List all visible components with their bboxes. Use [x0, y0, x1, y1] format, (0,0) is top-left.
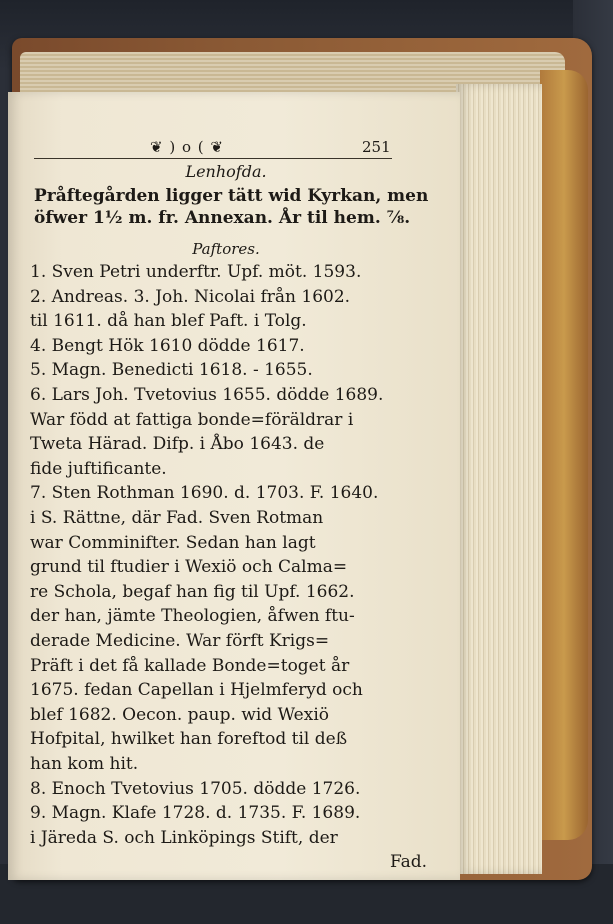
- entry-line: re Schola, begaf han fig til Upf. 1662.: [30, 581, 355, 602]
- entry-line: 7. Sten Rothman 1690. d. 1703. F. 1640.: [30, 483, 379, 504]
- entry-line: 8. Enoch Tvetovius 1705. dödde 1726.: [30, 778, 361, 799]
- entry-line: fide juftificante.: [30, 458, 167, 479]
- entry-line: Präft i det få kallade Bonde=toget år: [30, 655, 350, 676]
- header-ornament: ❦ ) o ( ❦: [150, 138, 224, 156]
- entry-line: War född at fattiga bonde=föräldrar i: [30, 409, 354, 430]
- entry-line: 1675. fedan Capellan i Hjelmferyd och: [30, 680, 363, 701]
- header-rule: [34, 158, 392, 159]
- entry-line: Hofpital, hwilket han foreftod til deß: [30, 729, 348, 750]
- entry-line: 9. Magn. Klafe 1728. d. 1735. F. 1689.: [30, 803, 361, 824]
- entry-line: 1. Sven Petri underftr. Upf. möt. 1593.: [30, 262, 362, 282]
- entry-line: 4. Bengt Hök 1610 dödde 1617.: [30, 335, 305, 356]
- entry-line: Tweta Härad. Difp. i Åbo 1643. de: [30, 434, 325, 455]
- entry-line: war Comminifter. Sedan han lagt: [30, 532, 316, 553]
- intro-line: öfwer 1½ m. fr. Annexan. År til hem. ⅞.: [34, 208, 411, 228]
- pastores-heading: Paftores.: [192, 240, 260, 258]
- page-number: 251: [362, 138, 391, 156]
- book-spine: [540, 70, 588, 840]
- entry-line: 5. Magn. Benedicti 1618. - 1655.: [30, 360, 313, 381]
- entry-line: blef 1682. Oecon. paup. wid Wexiö: [30, 704, 329, 725]
- entry-line: i S. Rättne, där Fad. Sven Rotman: [30, 508, 324, 528]
- entry-line: derade Medicine. War förft Krigs=: [30, 631, 330, 651]
- entry-line: 2. Andreas. 3. Joh. Nicolai från 1602.: [30, 286, 351, 307]
- intro-line: Pråftegården ligger tätt wid Kyrkan, men: [34, 186, 429, 206]
- entry-line: i Järeda S. och Linköpings Stift, der: [30, 827, 338, 848]
- section-title: Lenhofda.: [185, 162, 267, 181]
- entry-line: han kom hit.: [30, 754, 139, 774]
- entry-line: Fad.: [390, 852, 428, 873]
- entry-line: til 1611. då han blef Paft. i Tolg.: [30, 311, 307, 332]
- entry-line: 6. Lars Joh. Tvetovius 1655. dödde 1689.: [30, 385, 384, 405]
- entry-line: grund til ftudier i Wexiö och Calma=: [30, 557, 348, 578]
- page-fore-edge: [456, 84, 542, 874]
- entry-line: der han, jämte Theologien, åfwen ftu-: [30, 606, 355, 627]
